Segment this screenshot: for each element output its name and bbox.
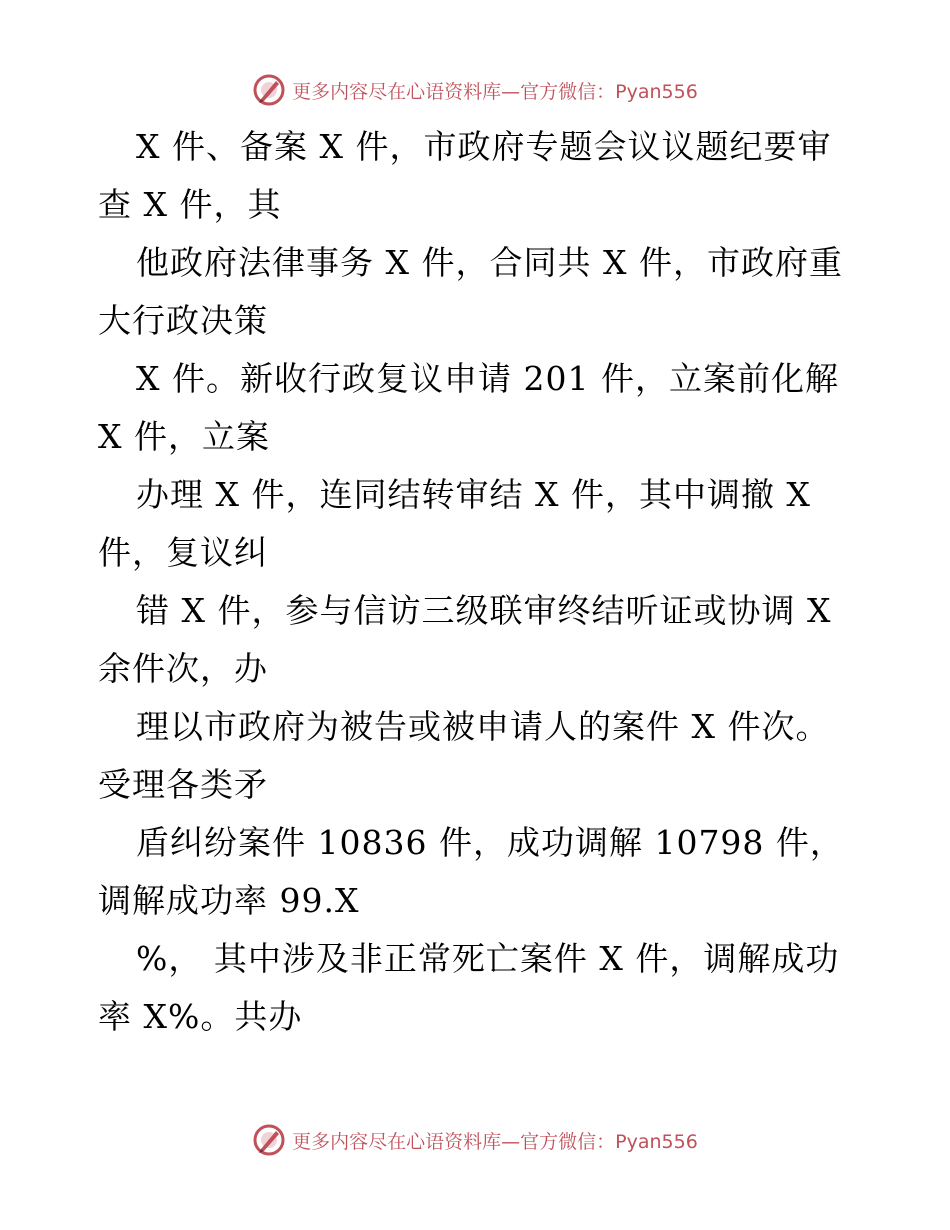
paragraph-7: 盾纠纷案件 10836 件，成功调解 10798 件，调解成功率 99.X — [98, 823, 844, 920]
paragraph-4: 办理 X 件，连同结转审结 X 件，其中调撤 X 件，复议纠 — [98, 475, 811, 572]
document-body — [98, 118, 858, 1046]
footer-watermark-text: 更多内容尽在心语资料库—官方微信：Pyan556 — [292, 1130, 698, 1153]
paragraph-5: 错 X 件，参与信访三级联审终结听证或协调 X 余件次，办 — [98, 591, 832, 688]
footer-watermark — [0, 1120, 950, 1160]
paragraph-1: X 件、备案 X 件，市政府专题会议议题纪要审查 X 件，其 — [98, 127, 832, 224]
paragraph-8: %， 其中涉及非正常死亡案件 X 件，调解成功率 X%。共办 — [98, 939, 840, 1036]
paragraph-3: X 件。新收行政复议申请 201 件，立案前化解 X 件，立案 — [98, 359, 839, 456]
pen-logo-icon — [252, 73, 286, 107]
paragraph-6: 理以市政府为被告或被申请人的案件 X 件次。受理各类矛 — [98, 707, 830, 804]
header-watermark — [0, 70, 950, 110]
pen-logo-icon — [252, 1123, 286, 1157]
paragraph-2: 他政府法律事务 X 件，合同共 X 件，市政府重大行政决策 — [98, 243, 843, 340]
header-watermark-text: 更多内容尽在心语资料库—官方微信：Pyan556 — [292, 80, 698, 103]
